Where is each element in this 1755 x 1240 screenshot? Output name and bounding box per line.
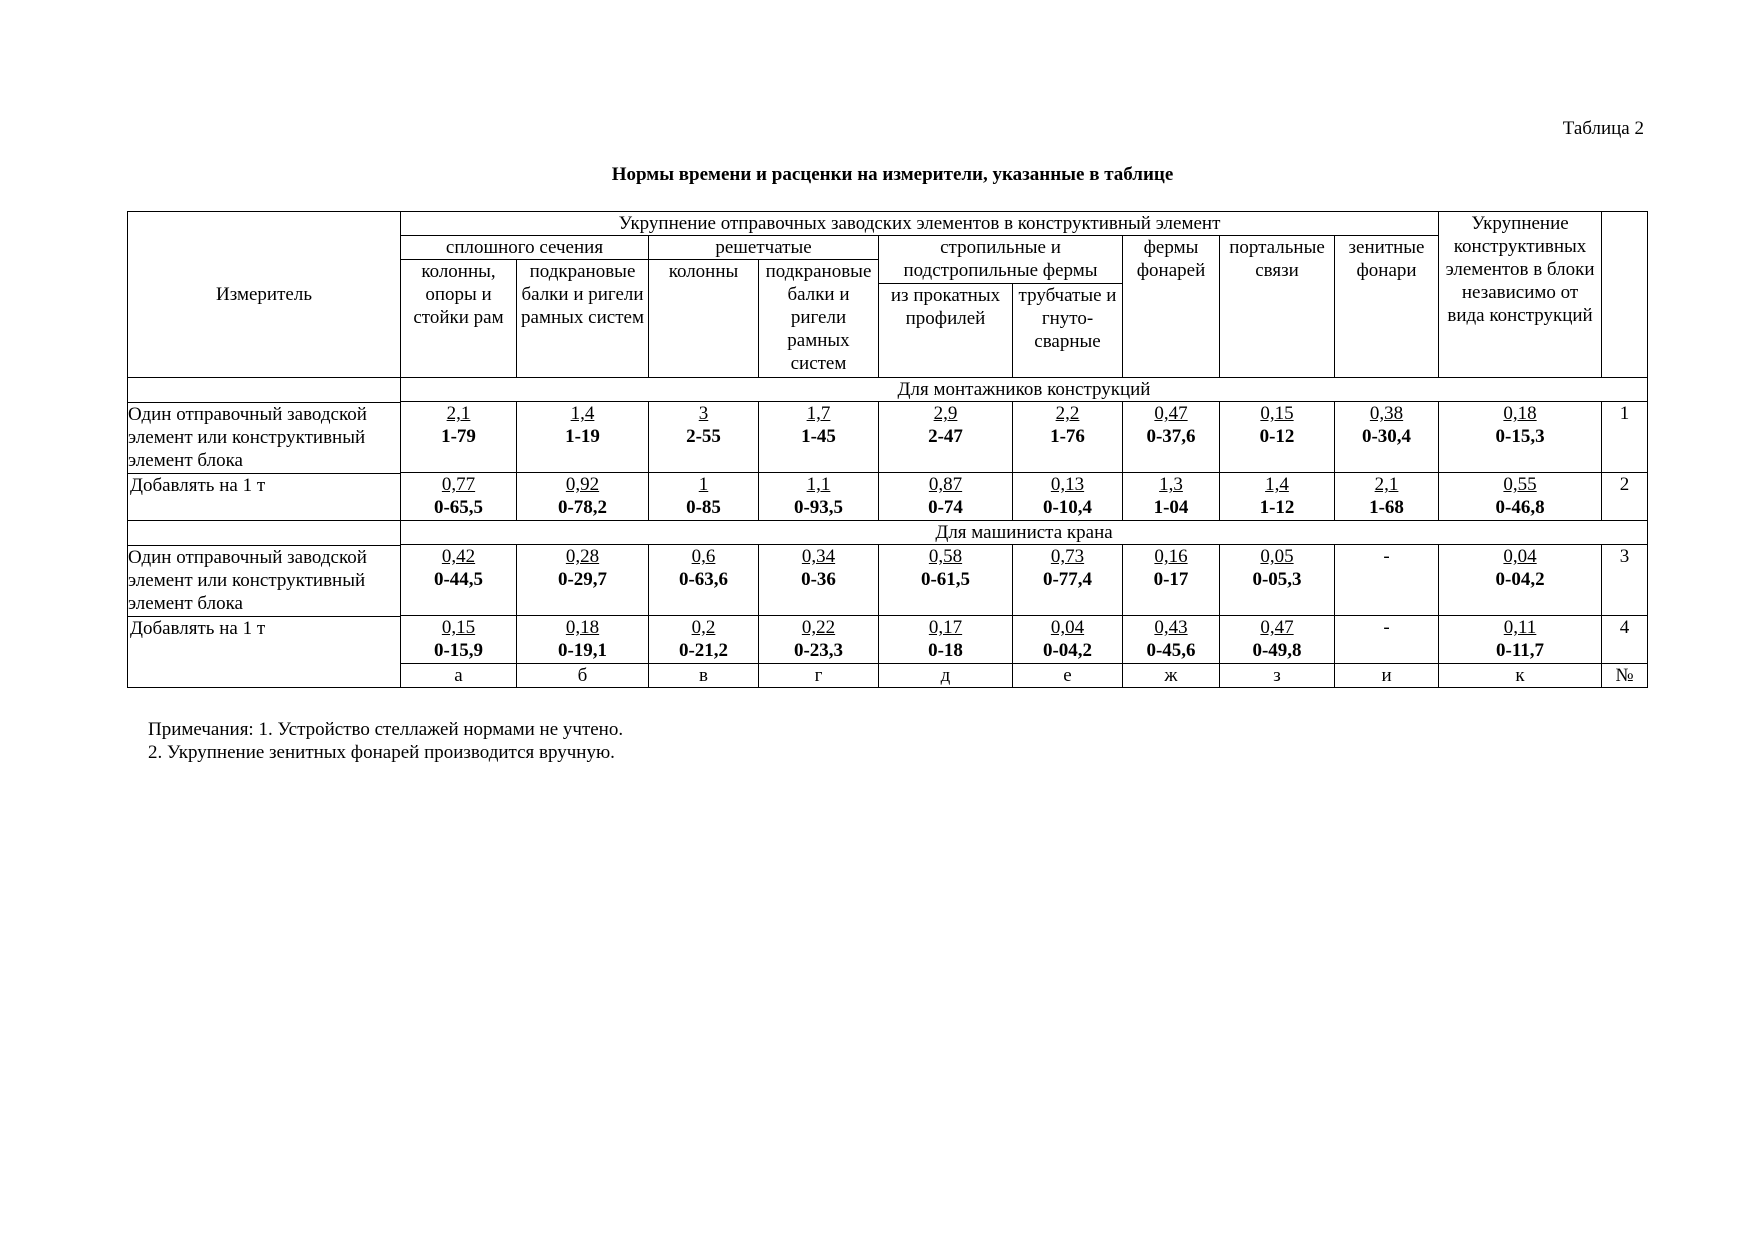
column-letter: г (759, 663, 879, 687)
norm-cell: 0,17 0-18 (879, 616, 1013, 664)
norm-cell: 0,34 0-36 (759, 545, 879, 616)
norm-cell: 2,9 2-47 (879, 402, 1013, 473)
norm-cell: 0,11 0-11,7 (1439, 616, 1602, 664)
column-letter: з (1220, 663, 1335, 687)
note-2: 2. Укрупнение зенитных фонарей производится вручную. (148, 742, 615, 763)
norm-cell: 0,77 0-65,5 (401, 473, 517, 521)
header-trusses: стропильные и подстропильные фермы (879, 236, 1123, 284)
header-solid: сплошного сечения (401, 236, 649, 260)
header-columns-lattice: колонны (649, 260, 759, 378)
norm-cell: 0,04 0-04,2 (1013, 616, 1123, 664)
header-columns-solid: колонны, опоры и стойки рам (401, 260, 517, 378)
column-letter: № (1602, 663, 1648, 687)
norm-cell: 0,87 0-74 (879, 473, 1013, 521)
column-letter: а (401, 663, 517, 687)
norm-cell: 0,22 0-23,3 (759, 616, 879, 664)
header-lantern-trusses: фермы фонарей (1123, 236, 1220, 378)
norm-cell: 0,18 0-15,3 (1439, 402, 1602, 473)
section-title: Для монтажников конструкций (401, 378, 1648, 402)
norm-cell: 0,38 0-30,4 (1335, 402, 1439, 473)
norm-cell: 0,47 0-49,8 (1220, 616, 1335, 664)
norm-cell: 0,2 0-21,2 (649, 616, 759, 664)
column-letter: и (1335, 663, 1439, 687)
norm-cell: 1 0-85 (649, 473, 759, 521)
norm-cell: 0,58 0-61,5 (879, 545, 1013, 616)
norm-cell: 0,18 0-19,1 (517, 616, 649, 664)
row-label: Добавлять на 1 т (130, 618, 266, 639)
header-rolled: из прокатных профилей (879, 284, 1013, 378)
column-letter: е (1013, 663, 1123, 687)
section-label-spacer (128, 521, 401, 688)
header-zenith: зенитные фонари (1335, 236, 1439, 378)
column-letter: в (649, 663, 759, 687)
norm-cell: 0,55 0-46,8 (1439, 473, 1602, 521)
row-number: 3 (1602, 545, 1648, 616)
norm-cell: 0,92 0-78,2 (517, 473, 649, 521)
row-label: Один отправочный заводской элемент или конструктивный элемент блока (128, 546, 401, 617)
row-number: 4 (1602, 616, 1648, 664)
row-number: 2 (1602, 473, 1648, 521)
norm-cell: 2,1 1-79 (401, 402, 517, 473)
norm-cell: 0,6 0-63,6 (649, 545, 759, 616)
notes (148, 718, 623, 764)
norm-cell: 1,7 1-45 (759, 402, 879, 473)
norm-cell: 0,15 0-15,9 (401, 616, 517, 664)
document-title: Нормы времени и расценки на измерители, указанные в таблице (611, 164, 1174, 185)
column-letter: д (879, 663, 1013, 687)
header-group-main: Укрупнение отправочных заводских элементов в конструктивный элемент (401, 212, 1439, 236)
header-crane-beams-solid: подкрановые балки и ригели рамных систем (517, 260, 649, 378)
norm-cell: 0,15 0-12 (1220, 402, 1335, 473)
norm-cell: 0,43 0-45,6 (1123, 616, 1220, 664)
section-label-spacer (128, 378, 401, 521)
header-group-blocks: Укрупнение конструктивных элементов в блоки независимо от вида конструкций (1439, 212, 1602, 378)
row-label: Один отправочный заводской элемент или конструктивный элемент блока (128, 403, 401, 474)
norm-cell: 3 2-55 (649, 402, 759, 473)
row-number: 1 (1602, 402, 1648, 473)
norm-cell: 0,16 0-17 (1123, 545, 1220, 616)
norm-cell: 0,04 0-04,2 (1439, 545, 1602, 616)
norm-cell: 2,1 1-68 (1335, 473, 1439, 521)
norm-cell: 0,73 0-77,4 (1013, 545, 1123, 616)
norm-cell: 0,42 0-44,5 (401, 545, 517, 616)
norm-cell-dash: - (1335, 545, 1439, 616)
section-title: Для машиниста крана (401, 521, 1648, 545)
header-number-blank (1602, 212, 1648, 378)
header-crane-beams-lattice: подкрановые балки и ригели рамных систем (759, 260, 879, 378)
header-measure: Измеритель (128, 212, 401, 378)
header-tubular: трубчатые и гнуто-сварные (1013, 284, 1123, 378)
table-label: Таблица 2 (1562, 118, 1644, 139)
norm-cell: 1,4 1-19 (517, 402, 649, 473)
header-lattice: решетчатые (649, 236, 879, 260)
norm-cell: 0,13 0-10,4 (1013, 473, 1123, 521)
note-1: Примечания: 1. Устройство стеллажей нормами не учтено. (148, 719, 624, 740)
norm-cell: 1,1 0-93,5 (759, 473, 879, 521)
norm-cell: 1,3 1-04 (1123, 473, 1220, 521)
row-label: Добавлять на 1 т (130, 475, 266, 496)
header-portal: портальные связи (1220, 236, 1335, 378)
column-letter: ж (1123, 663, 1220, 687)
norm-cell-dash: - (1335, 616, 1439, 664)
norm-cell: 0,05 0-05,3 (1220, 545, 1335, 616)
norms-table (127, 211, 1648, 688)
norm-cell: 1,4 1-12 (1220, 473, 1335, 521)
column-letter: б (517, 663, 649, 687)
norm-cell: 0,28 0-29,7 (517, 545, 649, 616)
norm-cell: 2,2 1-76 (1013, 402, 1123, 473)
column-letter: к (1439, 663, 1602, 687)
norm-cell: 0,47 0-37,6 (1123, 402, 1220, 473)
